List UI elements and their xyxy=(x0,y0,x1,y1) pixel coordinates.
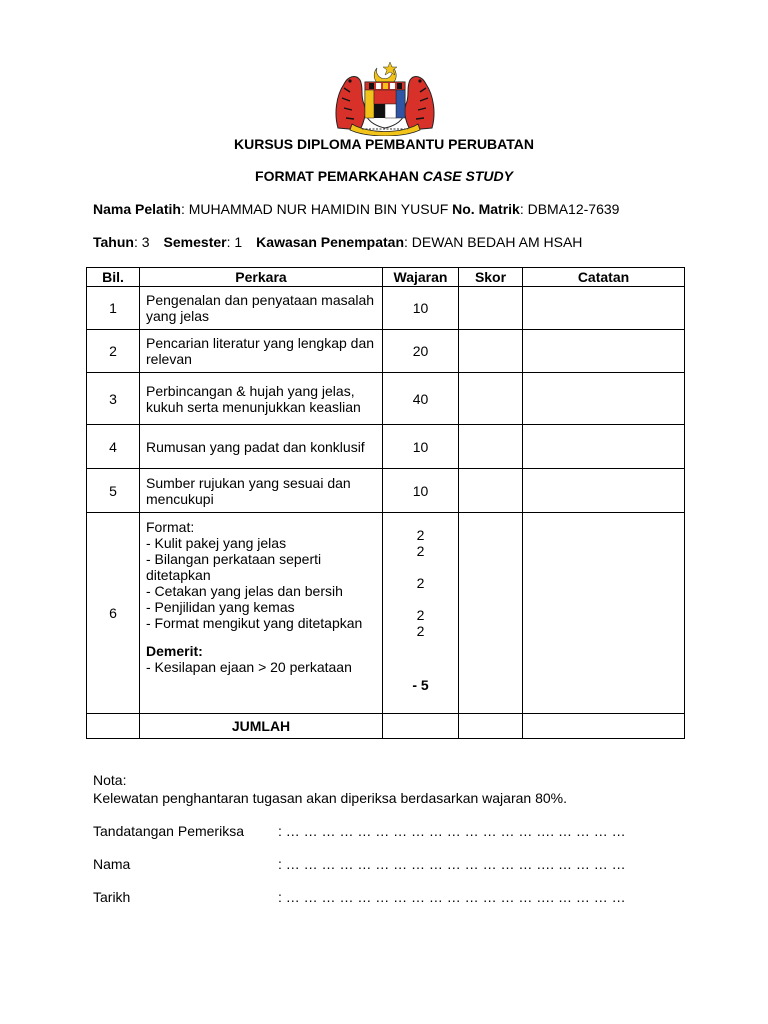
format-weight: 2 xyxy=(416,575,425,591)
total-score-cell[interactable] xyxy=(459,714,523,739)
placement-value: : DEWAN BEDAH AM HSAH xyxy=(404,234,583,250)
year-value: : 3 xyxy=(133,234,150,250)
semester-value: : 1 xyxy=(226,234,243,250)
notes-cell[interactable] xyxy=(523,513,685,714)
table-row-format xyxy=(87,513,685,714)
row-item: Sumber rujukan yang sesuai dan mencukupi xyxy=(140,469,383,513)
header-perkara: Perkara xyxy=(140,268,383,287)
table-row xyxy=(87,287,685,330)
notes-cell[interactable] xyxy=(523,425,685,469)
total-label: JUMLAH xyxy=(140,714,383,739)
score-cell[interactable] xyxy=(459,469,523,513)
demerit-label: Demerit: xyxy=(146,643,203,659)
year-label: Tahun xyxy=(93,234,134,250)
examiner-signature-label: Tandatangan Pemeriksa xyxy=(93,823,244,839)
score-cell[interactable] xyxy=(459,425,523,469)
row-number: 4 xyxy=(87,425,140,469)
score-cell[interactable] xyxy=(459,287,523,330)
format-criteria xyxy=(140,513,383,714)
examiner-signature-field[interactable]: : … … … … … … … … … … … … … … …. … … … … xyxy=(278,823,626,839)
score-cell[interactable] xyxy=(459,330,523,373)
table-row xyxy=(87,330,685,373)
notes-cell[interactable] xyxy=(523,373,685,425)
note-label: Nota: xyxy=(93,772,127,788)
course-title: KURSUS DIPLOMA PEMBANTU PERUBATAN xyxy=(234,136,534,152)
row-number: 3 xyxy=(87,373,140,425)
format-title-main: FORMAT PEMARKAHAN xyxy=(255,168,423,184)
format-title xyxy=(0,168,768,184)
format-weight: 2 xyxy=(416,543,425,559)
header-catatan: Catatan xyxy=(523,268,685,287)
total-notes-cell[interactable] xyxy=(523,714,685,739)
row-number: 2 xyxy=(87,330,140,373)
examiner-name-line xyxy=(93,856,626,872)
date-line xyxy=(93,889,626,905)
format-weight: 2 xyxy=(416,607,425,623)
marking-table xyxy=(86,267,685,739)
examiner-name-label: Nama xyxy=(93,856,131,872)
format-item: - Format mengikut yang ditetapkan xyxy=(146,615,363,631)
score-cell[interactable] xyxy=(459,513,523,714)
name-label: Nama Pelatih xyxy=(93,201,181,217)
row-number: 5 xyxy=(87,469,140,513)
semester-label: Semester xyxy=(163,234,227,250)
matric-label: No. Matrik xyxy=(452,201,520,217)
table-row xyxy=(87,469,685,513)
note-text: Kelewatan penghantaran tugasan akan diperiksa berdasarkan wajaran 80%. xyxy=(93,790,567,806)
format-item: - Kulit pakej yang jelas xyxy=(146,535,287,551)
total-weight-cell xyxy=(383,714,459,739)
matric-value: : DBMA12-7639 xyxy=(519,201,620,217)
format-item: - Cetakan yang jelas dan bersih xyxy=(146,583,343,599)
notes-cell[interactable] xyxy=(523,287,685,330)
row-weight: 10 xyxy=(383,287,459,330)
format-weights xyxy=(383,513,459,714)
score-cell[interactable] xyxy=(459,373,523,425)
header-skor: Skor xyxy=(459,268,523,287)
format-title-italic: CASE STUDY xyxy=(422,168,513,184)
examiner-signature-line xyxy=(93,823,626,839)
row-item: Perbincangan & hujah yang jelas, kukuh serta menunjukkan keaslian xyxy=(140,373,383,425)
demerit-item: - Kesilapan ejaan > 20 perkataan xyxy=(146,659,352,675)
trainee-name-line xyxy=(93,201,619,217)
row-weight: 10 xyxy=(383,469,459,513)
row-number: 6 xyxy=(87,513,140,714)
total-row xyxy=(87,714,685,739)
format-weight: 2 xyxy=(416,527,425,543)
name-value: : MUHAMMAD NUR HAMIDIN BIN YUSUF xyxy=(180,201,453,217)
examiner-name-field[interactable]: : … … … … … … … … … … … … … … …. … … … … xyxy=(278,856,626,872)
demerit-weight: - 5 xyxy=(412,677,429,693)
format-item: - Penjilidan yang kemas xyxy=(146,599,295,615)
table-row xyxy=(87,373,685,425)
trainee-details-line xyxy=(93,234,582,250)
row-weight: 20 xyxy=(383,330,459,373)
date-label: Tarikh xyxy=(93,889,131,905)
table-row xyxy=(87,425,685,469)
row-weight: 10 xyxy=(383,425,459,469)
total-blank-cell xyxy=(87,714,140,739)
header-wajaran: Wajaran xyxy=(383,268,459,287)
format-weight: 2 xyxy=(416,623,425,639)
row-item: Pencarian literatur yang lengkap dan relevan xyxy=(140,330,383,373)
notes-cell[interactable] xyxy=(523,330,685,373)
row-number: 1 xyxy=(87,287,140,330)
row-weight: 40 xyxy=(383,373,459,425)
coat-of-arms-emblem xyxy=(330,58,440,136)
table-header-row xyxy=(87,268,685,287)
format-label: Format: xyxy=(146,519,195,535)
row-item: Rumusan yang padat dan konklusif xyxy=(140,425,383,469)
row-item: Pengenalan dan penyataan masalah yang jelas xyxy=(140,287,383,330)
placement-label: Kawasan Penempatan xyxy=(256,234,405,250)
date-field[interactable]: : … … … … … … … … … … … … … … …. … … … … xyxy=(278,889,626,905)
notes-cell[interactable] xyxy=(523,469,685,513)
header-bil: Bil. xyxy=(87,268,140,287)
format-item: - Bilangan perkataan seperti ditetapkan xyxy=(146,551,322,583)
